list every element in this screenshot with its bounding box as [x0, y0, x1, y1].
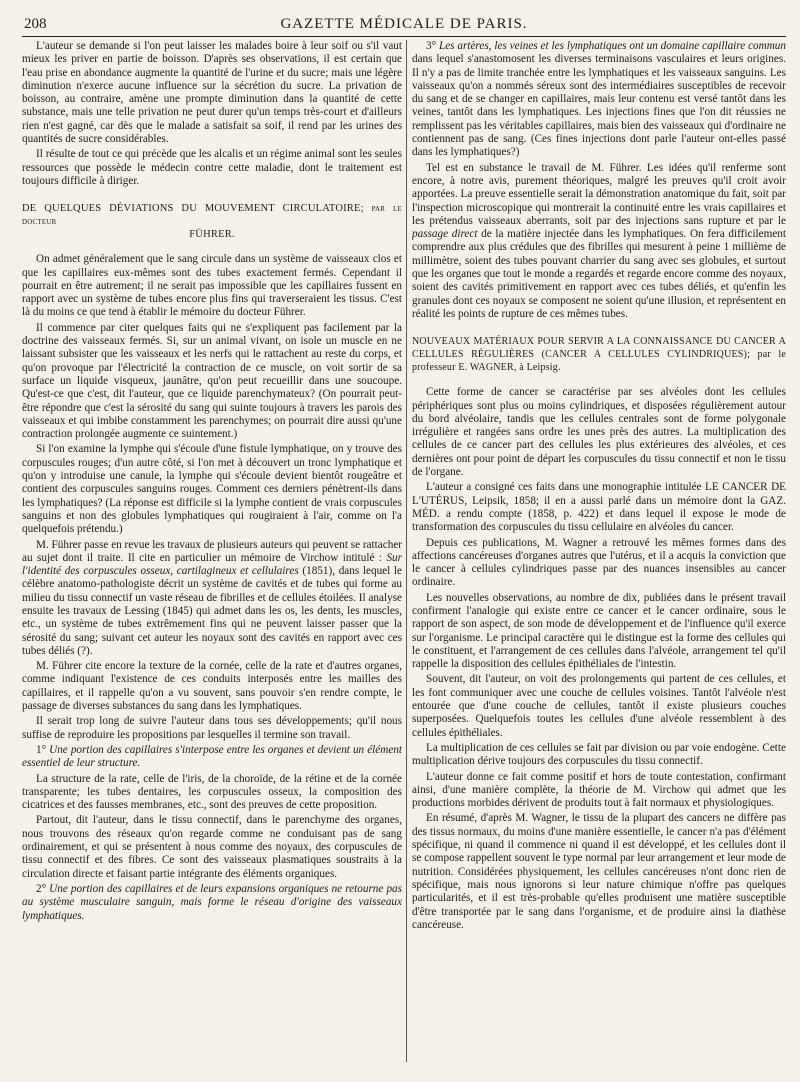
italic-title: Sur l'identité des corpuscules osseux, cartilagineux et cellulaires	[22, 551, 402, 578]
paragraph: Il commence par citer quelques faits qui ne s'expliquent pas facilement par la doctrine des vaisseaux fermés. Si, sur un animal vivant, on isole un muscle en ne laissant subsister que les vaisseaux et les nerfs qui le rattachent au reste du corps, et qu'on provoque par l'électricité la contraction de ce muscle, on voit sortir de sa surface un liquide visqueux, jaunâtre, qu'on peut recueillir dans une soucoupe. Qu'est-ce que c'est, dit l'auteur, que ce liquide parenchymateux? (On pourrait peut-être répondre que c'est la sérosité du sang qui suinte toujours à travers les parois des vaisseaux et qui imbibe constamment les parenchymes; on pourrait dire aussi qu'une contraction prolongée augmente ce suintement.)	[22, 321, 402, 441]
paragraph: Il serait trop long de suivre l'auteur dans tous ses développements; qu'il nous suffise de reproduire les propositions par lesquelles il termine son travail.	[22, 715, 402, 741]
paragraph	[22, 539, 402, 659]
proposition-2	[22, 883, 402, 923]
paragraph: L'auteur a consigné ces faits dans une monographie intitulée LE CANCER DE L'UTÉRUS, Leipsik, 1858; il en a aussi parlé dans un mémoire dont la GAZ. MÉD. a rendu compte (1858, p. 422) et dans lequel il expose le mode de transformation des corpuscules du tissu cellulaire en alvéoles du cancer.	[412, 481, 786, 534]
paragraph: On admet généralement que le sang circule dans un système de vaisseaux clos et que les capillaires eux-mêmes sont des tubes exactement fermés. Cependant il pourrait en être autrement; il ne serait pas impossible que les capillaires fussent en rapport avec un système de tubes encore plus fins qui traverseraient les tissus. C'est là du moins ce que tend à établir le mémoire du docteur Führer.	[22, 253, 402, 319]
paragraph: Les nouvelles observations, au nombre de dix, publiées dans le présent travail confirment l'analogie qui existe entre ce cancer et le cancer ordinaire, sous le rapport de son aspect, de son mode de développement et de l'influence qu'il exerce sur l'organisme. Le principal caractère qui le distingue est la forme des cellules qui le constituent, et l'arrangement de ces cellules dans l'alvéole, arrangement tel qu'il rappelle la disposition des cellules épithéliales de l'intestin.	[412, 591, 786, 671]
proposition-number: 1°	[36, 743, 50, 756]
proposition-text: Une portion des capillaires et de leurs expansions organiques ne retourne pas au système musculaire sanguin, mais forme le réseau d'origine des vaisseaux lymphatiques.	[22, 882, 402, 922]
right-column	[412, 40, 786, 1062]
paragraph: Depuis ces publications, M. Wagner a retrouvé les mêmes formes dans des affections cancéreuses d'organes autres que l'utérus, et il a acquis la conviction que le cancer à cellules cylindriques passe par des nuances insensibles au cancer ordinaire.	[412, 536, 786, 589]
text-run: Tel est en substance le travail de M. Führer. Les idées qu'il renferme sont encore, à notre avis, purement théoriques, malgré les preuves qu'il croit avoir apportées. La preuve essentielle serait la démonstration anatomique du fait, soit par l'inspection microscopique qui montrerait la continuité entre les vrais capillaires et les prétendus vaisseaux aberrants, soit par des injections sans rupture et par le	[412, 161, 786, 227]
journal-title: GAZETTE MÉDICALE DE PARIS.	[280, 16, 528, 32]
text-columns	[22, 40, 786, 1062]
column-divider	[406, 40, 407, 1062]
proposition-number: 3°	[426, 40, 439, 52]
paragraph: En résumé, d'après M. Wagner, le tissu de la plupart des cancers ne diffère pas des tissus normaux, du moins d'une manière essentielle, le cancer n'a pas d'élément spécifique, ni quand il commence ni quand il est développé, et les cellules dont il se compose rappellent souvent le type normal par leur arrangement et leur mode de nutrition. Considérées physiquement, les cellules cancéreuses n'ont donc rien de spécifique, mais nous ignorons si leur nature chimique n'offre pas quelques particularités, et il est très-probable qu'elles produisent une matière susceptible d'être transportée par le sang dans l'organisme, et de produire ainsi la diathèse cancéreuse.	[412, 812, 786, 931]
paragraph: L'auteur donne ce fait comme positif et hors de toute contestation, confirmant ainsi, d'une manière complète, la théorie de M. Virchow qui admet que les productions morbides dérivent de produits tout à fait normaux et physiologiques.	[412, 770, 786, 810]
proposition-number: 2°	[36, 882, 50, 895]
paragraph: La structure de la rate, celle de l'iris, de la choroïde, de la rétine et de la cornée transparente; les tubes dentaires, les corpuscules osseux, la composition des cicatrices et des fausses membranes, etc., sont des preuves de cette proposition.	[22, 772, 402, 812]
paragraph: M. Führer cite encore la texture de la cornée, celle de la rate et d'autres organes, comme indiquant l'existence de ces conduits interposés entre les mailles des capillaires, et il rappelle qu'on a vu souvent, sans pouvoir s'en rendre compte, le passage de diverses substances du sang dans les lymphatiques.	[22, 660, 402, 713]
paragraph: L'auteur se demande si l'on peut laisser les malades boire à leur soif ou s'il vaut mieux les priver en partie de boisson. D'après ses observations, il est certain que l'eau prise en abondance augmente la quantité de l'urine et du sucre; mais une légère diminution n'exerce aucune influence sur la sécrétion du sucre. La privation de boisson, au contraire, amène une prompte diminution dans la quantité de cette substance, mais une telle privation ne peut durer qu'un temps très-court et d'ailleurs rien n'est gagné, car dès que le malade a satisfait sa soif, il rend par les urines des quantités de sucre considérables.	[22, 40, 402, 146]
text-run: dans lequel s'anastomosent les diverses terminaisons vasculaires et leurs origines. Il n'y a pas de limite tranchée entre les lymphatiques et les vaisseaux sanguins. Les vaisseaux qu'on a nommés séreux sont des intermédiaires susceptibles de recevoir du sang et de se changer en capillaires, mais leur contenu est versé tantôt dans les veines, tantôt dans les lymphatiques. Les injections fines que l'on dit réussies ne remplissent pas les véritables capillaires, mais bien des vaisseaux qui d'ordinaire ne contiennent pas de sang. (Ces fines injections dont parle l'auteur ont-elles passé dans les lymphatiques?)	[412, 53, 786, 159]
page-number: 208	[24, 16, 47, 32]
paragraph: Si l'on examine la lymphe qui s'écoule d'une fistule lymphatique, on y trouve des corpuscules rouges; d'un autre côté, si l'on met à découvert un tronc lymphatique et qu'on y introduise une canule, la lymphe qui s'écoule devient bientôt rougeâtre et contient des corpuscules sanguins rouges. Comment ces derniers pénètrent-ils dans les lymphatiques? (La réponse est difficile si la lymphe contient de vrais corpuscules sanguins et non des globules lymphatiques qui rougiraient à l'air, comme on l'a quelquefois prétendu.)	[22, 443, 402, 536]
proposition-text: Une portion des capillaires s'interpose entre les organes et devient un élément essentiel de leur structure.	[22, 743, 402, 770]
paragraph: Cette forme de cancer se caractérise par ses alvéoles dont les cellules périphériques sont plus ou moins cylindriques, et disposées régulièrement autour du bord alvéolaire, tandis que les cellules centrales sont de forme polygonale irrégulière et rangées sans ordre les unes près des autres. La multiplication des cellules de ce cancer part des cellules les plus extérieures des alvéoles, et ces dernières ont pour point de départ les corpuscules du tissu connectif et non le tissu de l'organe.	[412, 386, 786, 479]
paragraph: Il résulte de tout ce qui précède que les alcalis et un régime animal sont les seules ressources que possède le médecin contre cette maladie, dont le traitement est toujours difficile à diriger.	[22, 148, 402, 187]
text-run: de la matière injectée dans les lymphatiques. On fera difficilement comprendre aux plus crédules que des fibrilles qui mesurent à peine 1 millième de millimètre, soient des tubes pouvant charrier du sang avec ses globules, et surtout que les organes que tout le monde a regardés et regarde encore comme des noyaux, soient des cavités primitivement en rapport avec ces tubes déliés, et qu'enfin les granules dont ces noyaux se composent ne soient qu'une illusion, et représentent en réalité les points de rupture de ces mêmes tubes.	[412, 228, 786, 320]
text-run: (1851), dans lequel le célèbre anatomo-pathologiste décrit un système de cavités et de tubes qui forme au milieu du tissu connectif un vaste réseau de fibrilles et de cellules étoilées. Il analyse ensuite les travaux de Lessing (1845) qui admet dans les os, les dents, les muscles, etc., un système de tubes extrêmement fins qui ne peuvent laisser passer que la sérosité du sang; suivant cet auteur les noyaux sont des cavités en rapport avec ces tubes déliés (?).	[22, 565, 402, 657]
proposition-1	[22, 744, 402, 771]
paragraph: La multiplication de ces cellules se fait par division ou par voie endogène. Cette multiplication dérive toujours des corpuscules du tissu connectif.	[412, 741, 786, 768]
italic-phrase: passage direct	[412, 228, 478, 241]
page-header	[22, 10, 786, 37]
section-heading-wagner: NOUVEAUX MATÉRIAUX POUR SERVIR A LA CONNAISSANCE DU CANCER A CELLULES RÉGULIÈRES (CANCER A CELLULES CYLINDRIQUES); par le professeur E. WAGNER, à Leipsig.	[412, 336, 786, 374]
section-heading-fuhrer	[22, 202, 402, 241]
paragraph: Souvent, dit l'auteur, on voit des prolongements qui partent de ces cellules, et les font communiquer avec une couche de cellules voisines. Tantôt l'alvéole n'est entourée que d'une couche de cellules, tantôt il existe plusieurs couches superposées. Quelquefois toutes les cellules d'une alvéole ressemblent à des cellules épithéliales.	[412, 673, 786, 739]
paragraph: Partout, dit l'auteur, dans le tissu connectif, dans le parenchyme des organes, nous trouvons des réseaux qu'on regarde comme ne conduisant pas de sang ordinairement, et qui se présentent à nous comme des noyaux, des corpuscules de tissu connectif et des fibres. Ce sont des vaisseaux plasmatiques soustraits à la circulation directe et faisant partie intégrante des éléments organiques.	[22, 814, 402, 880]
paragraph	[412, 162, 786, 322]
left-column	[22, 40, 402, 1062]
section-heading-author: FÜHRER.	[189, 229, 235, 241]
proposition-text: Les artères, les veines et les lymphatiques ont un domaine capillaire commun	[438, 40, 786, 52]
proposition-3	[412, 40, 786, 160]
section-heading-line: DE QUELQUES DÉVIATIONS DU MOUVEMENT CIRCULATOIRE; par le docteur	[22, 203, 402, 228]
text-run: M. Führer passe en revue les travaux de plusieurs auteurs qui peuvent se rattacher au sujet dont il traite. Il cite en particulier un mémoire de Virchow intitulé :	[22, 538, 402, 564]
